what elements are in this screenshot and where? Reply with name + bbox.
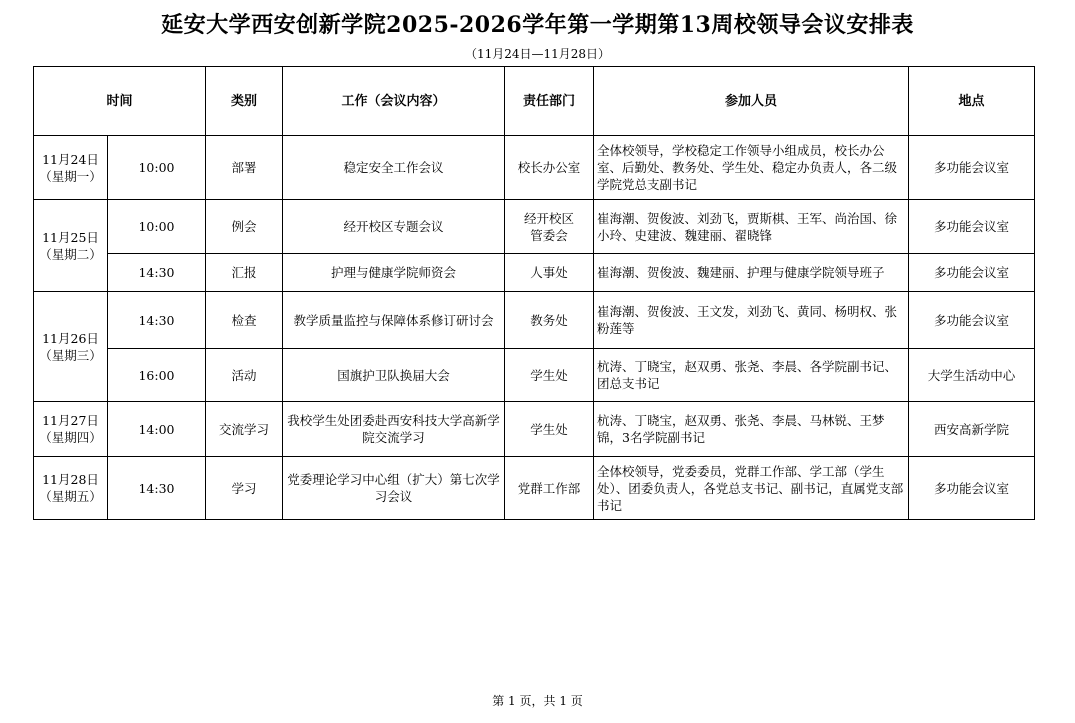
location-cell: 多功能会议室 [909,136,1035,200]
dept-cell: 学生处 [505,349,594,402]
header-time: 时间 [34,67,206,136]
location-cell: 多功能会议室 [909,292,1035,349]
participants-cell: 崔海潮、贺俊波、刘劲飞，贾斯棋、王军、尚治国、徐小玲、史建波、魏建丽、翟晓锋 [594,200,909,254]
table-row [34,136,1035,200]
page-footer: 第 1 页，共 1 页 [492,694,583,708]
category-cell: 部署 [206,136,283,200]
day-date: 11月28日 [42,472,99,487]
location-cell: 多功能会议室 [909,457,1035,520]
day-weekday: （星期二） [39,246,102,262]
day-weekday: （星期四） [39,430,102,445]
header-participants: 参加人员 [594,67,909,136]
day-weekday: （星期一） [39,168,102,184]
participants-cell: 全体校领导，学校稳定工作领导小组成员，校长办公室、后勤处、教务处、学生处、稳定办负责人，各二级学院党总支副书记 [594,136,909,200]
work-cell: 党委理论学习中心组（扩大）第七次学习会议 [283,457,505,520]
page-subtitle: （11月24日—11月28日） [464,47,611,61]
work-cell: 国旗护卫队换届大会 [283,349,505,402]
dept-cell: 学生处 [505,402,594,457]
time-cell: 14:30 [108,457,206,520]
time-cell: 16:00 [108,349,206,402]
time-cell: 14:30 [108,292,206,349]
time-cell: 10:00 [108,200,206,254]
participants-cell: 杭涛、丁晓宝，赵双勇、张尧、李晨、马林锐、王梦锦，3名学院副书记 [594,402,909,457]
header-category: 类别 [206,67,283,136]
work-cell: 稳定安全工作会议 [283,136,505,200]
location-cell: 多功能会议室 [909,254,1035,292]
location-cell: 多功能会议室 [909,200,1035,254]
dept-cell: 人事处 [505,254,594,292]
table-row [34,254,1035,292]
category-cell: 例会 [206,200,283,254]
work-cell: 经开校区专题会议 [283,200,505,254]
category-cell: 学习 [206,457,283,520]
day-weekday: （星期五） [39,489,102,504]
day-cell [34,457,108,520]
location-cell: 大学生活动中心 [909,349,1035,402]
work-cell: 护理与健康学院师资会 [283,254,505,292]
category-cell: 活动 [206,349,283,402]
location-cell: 西安高新学院 [909,402,1035,457]
table-row [34,349,1035,402]
work-cell: 我校学生处团委赴西安科技大学高新学院交流学习 [283,402,505,457]
participants-cell: 全体校领导，党委委员，党群工作部、学工部（学生处）、团委负责人，各党总支书记、副书记，直属党支部书记 [594,457,909,520]
day-date: 11月25日 [42,229,99,245]
table-row [34,200,1035,254]
header-work: 工作（会议内容） [283,67,505,136]
table-row [34,457,1035,520]
time-cell: 10:00 [108,136,206,200]
category-cell: 检查 [206,292,283,349]
day-cell [34,292,108,402]
work-cell: 教学质量监控与保障体系修订研讨会 [283,292,505,349]
day-cell [34,402,108,457]
page-title: 延安大学西安创新学院2025-2026学年第一学期第13周校领导会议安排表 [161,12,914,38]
day-weekday: （星期三） [39,347,102,363]
schedule-table [33,66,1035,520]
day-cell [34,136,108,200]
dept-cell: 党群工作部 [505,457,594,520]
participants-cell: 崔海潮、贺俊波、王文发，刘劲飞、黄同、杨明权、张粉莲等 [594,292,909,349]
day-date: 11月27日 [42,413,99,428]
table-row [34,402,1035,457]
category-cell: 汇报 [206,254,283,292]
day-date: 11月24日 [42,151,99,167]
dept-cell: 经开校区管委会 [505,200,594,254]
table-row [34,292,1035,349]
header-location: 地点 [909,67,1035,136]
day-cell [34,200,108,292]
time-cell: 14:30 [108,254,206,292]
time-cell: 14:00 [108,402,206,457]
dept-cell: 校长办公室 [505,136,594,200]
day-date: 11月26日 [42,330,99,346]
participants-cell: 杭涛、丁晓宝，赵双勇、张尧、李晨、各学院副书记、团总支书记 [594,349,909,402]
dept-cell: 教务处 [505,292,594,349]
participants-cell: 崔海潮、贺俊波、魏建丽、护理与健康学院领导班子 [594,254,909,292]
header-dept: 责任部门 [505,67,594,136]
table-header-row [34,67,1035,136]
category-cell: 交流学习 [206,402,283,457]
